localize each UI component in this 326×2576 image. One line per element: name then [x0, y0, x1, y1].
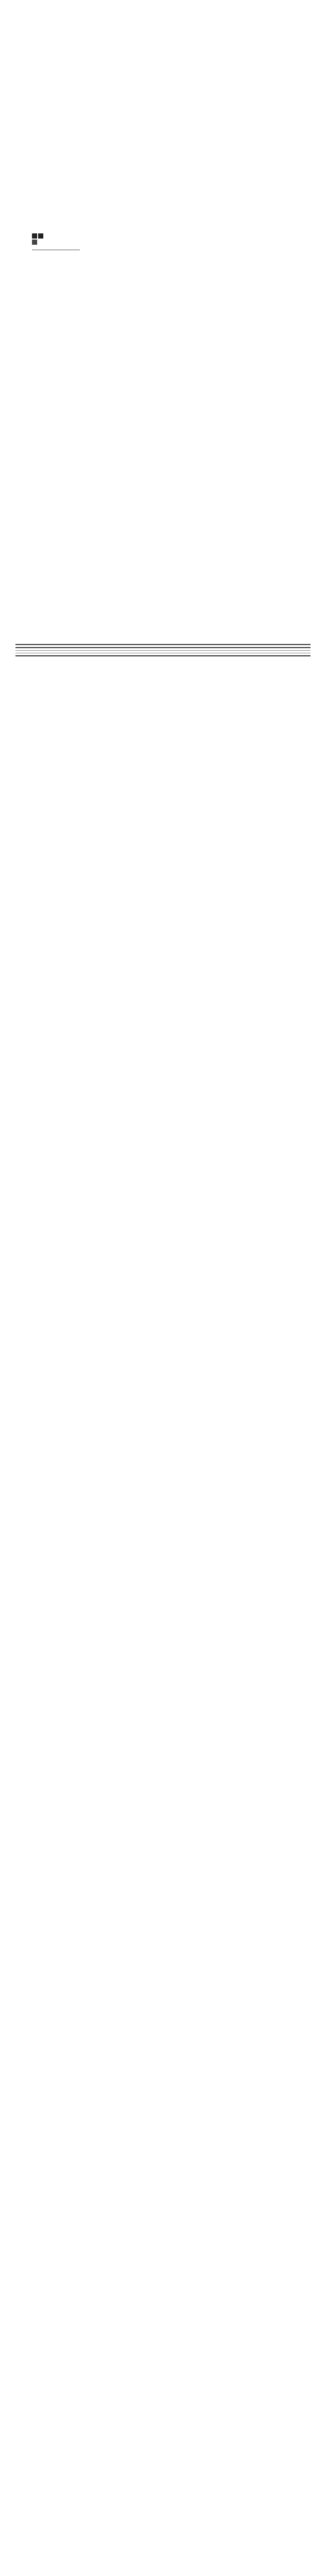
centro-info	[155, 522, 299, 526]
votantes-col1	[15, 645, 128, 647]
votantes-col3	[173, 645, 311, 647]
col-nro	[136, 653, 182, 655]
votantes-table	[15, 644, 311, 656]
votantes-label	[15, 648, 128, 650]
acta-header	[138, 169, 293, 172]
votantes-letras	[173, 651, 311, 653]
col-codigo	[96, 653, 136, 655]
col-cand	[15, 653, 51, 655]
col-sigla	[51, 653, 96, 655]
cne-logo	[31, 229, 83, 260]
votantes-col2	[128, 645, 173, 647]
votantes-label	[15, 651, 128, 653]
votantes-nro	[128, 648, 173, 650]
votantes-letras	[173, 648, 311, 650]
votantes-nro	[128, 651, 173, 653]
col-letras	[182, 653, 311, 655]
